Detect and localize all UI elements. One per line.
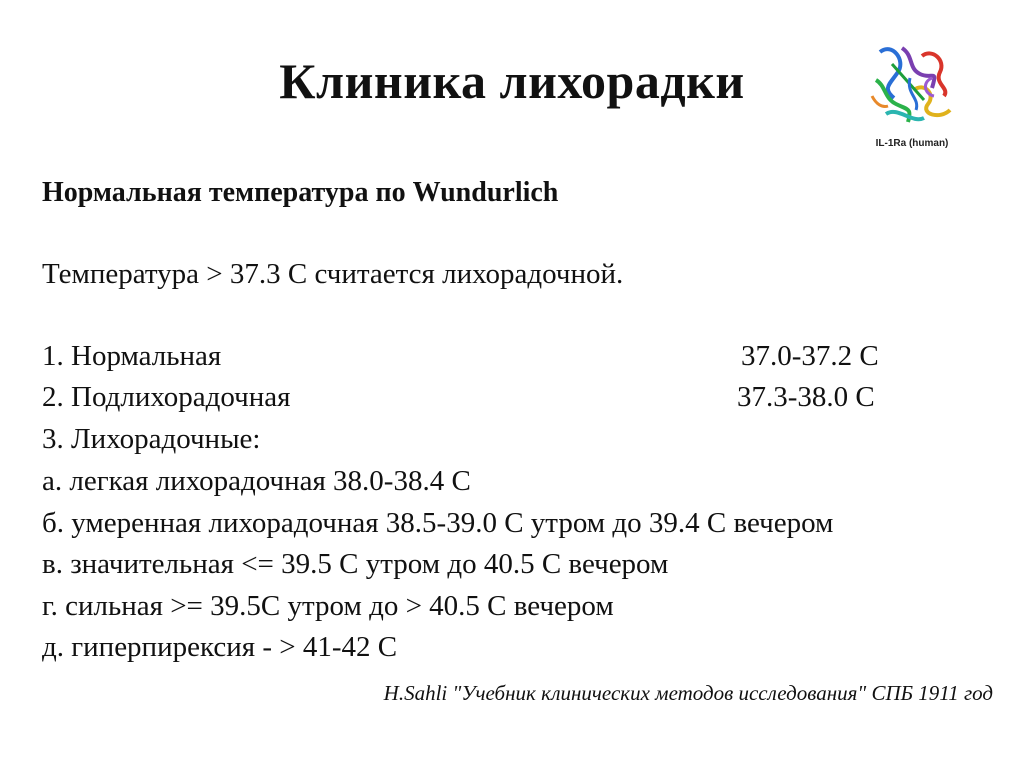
citation: H.Sahli "Учебник клинических методов исследования" СПБ 1911 год [383,681,993,705]
feverish-item-v: в. значительная <= 39.5 С утром до 40.5 С вечером [42,548,669,580]
level-subfebrile-range: 37.3-38.0 С [737,381,875,413]
feverish-item-d: д. гиперпирексия - > 41-42 С [42,631,398,663]
subtitle: Нормальная температура по Wundurlich [42,177,559,208]
feverish-item-b: б. умеренная лихорадочная 38.5-39.0 С утром до 39.4 С вечером [42,507,834,539]
intro-text: Температура > 37.3 С считается лихорадочной. [42,258,624,290]
protein-structure-icon [862,38,962,136]
level-normal-label: 1. Нормальная [42,340,222,372]
feverish-item-a: а. легкая лихорадочная 38.0-38.4 С [42,465,471,497]
protein-logo [862,38,962,162]
feverish-heading: 3. Лихорадочные: [42,423,261,455]
level-normal-range: 37.0-37.2 С [741,340,879,372]
logo-caption: IL-1Ra (human) [875,138,949,149]
level-subfebrile-label: 2. Подлихорадочная [42,381,291,413]
page-title: Клиника лихорадки [279,53,745,109]
feverish-item-g: г. сильная >= 39.5С утром до > 40.5 С вечером [42,590,614,622]
